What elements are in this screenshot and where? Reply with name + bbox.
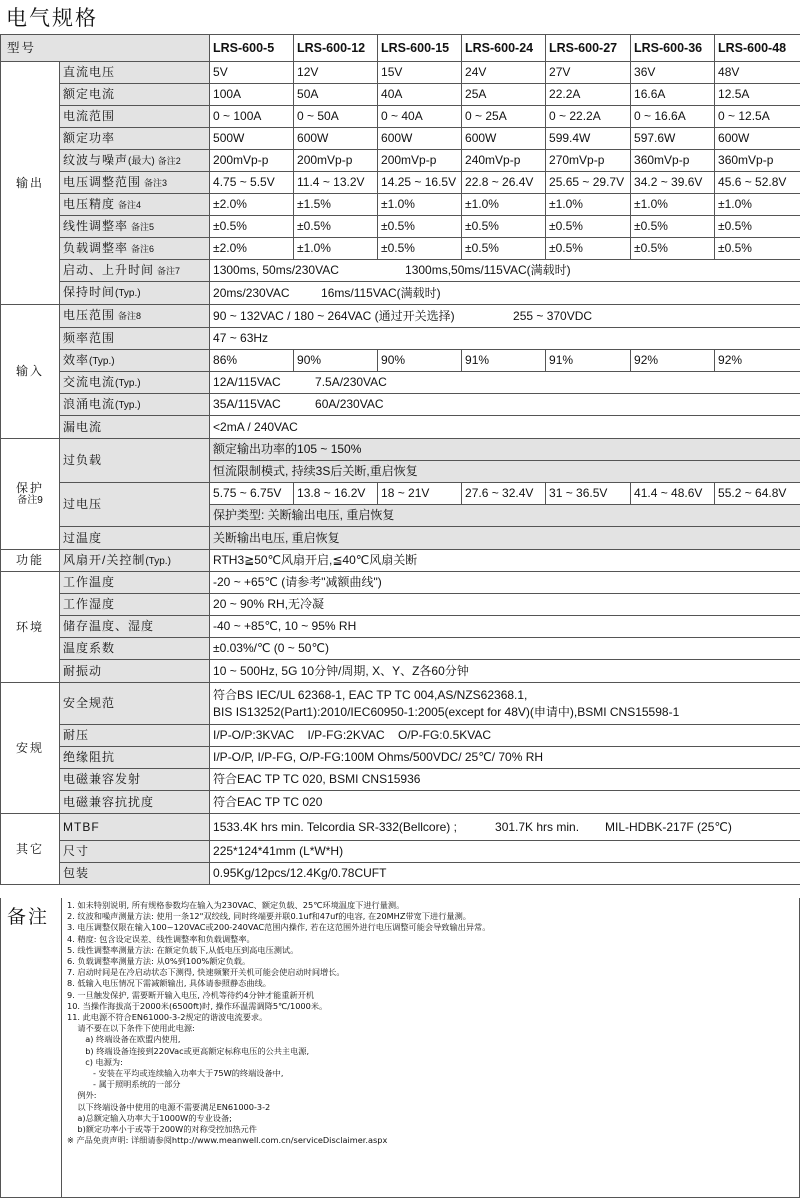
row-label: 纹波与噪声	[63, 152, 129, 167]
row-current-range	[1, 106, 800, 128]
spec-table	[0, 34, 800, 885]
cell-span: 0.95Kg/12pcs/12.4Kg/0.78CUFT	[210, 863, 800, 885]
cell: ±0.5%	[378, 216, 462, 238]
note-line: - 安装在平均或连续输入功率大于75W的终端设备中,	[67, 1068, 284, 1079]
cell: ±1.0%	[294, 238, 378, 260]
note-line: b)额定功率小于或等于200W的对称受控加热元件	[67, 1124, 257, 1135]
row-overvoltage-1	[1, 483, 800, 505]
row-label: 频率范围	[60, 328, 210, 350]
section-label: 保护	[15, 480, 44, 495]
row-label: 漏电流	[60, 416, 210, 439]
row-label: 电压调整范围	[63, 174, 142, 189]
cell: ±1.0%	[546, 194, 631, 216]
row-label: 电压范围	[63, 308, 116, 322]
cell: 500W	[210, 128, 294, 150]
row-label: 额定电流	[60, 84, 210, 106]
cell: 24V	[462, 62, 546, 84]
cell: ±0.5%	[546, 238, 631, 260]
value-line: 符合BS IEC/UL 62368-1, EAC TP TC 004,AS/NZS62368.1,	[213, 687, 528, 702]
row-unit: (最大)	[128, 155, 155, 167]
cell-span: 47 ~ 63Hz	[210, 328, 800, 350]
row-input-voltage	[1, 305, 800, 328]
row-isolation	[1, 747, 800, 769]
row-leakage	[1, 416, 800, 439]
row-ripple	[1, 150, 800, 172]
cell: 14.25 ~ 16.5V	[378, 172, 462, 194]
row-label-cell	[60, 194, 210, 216]
row-packing	[1, 863, 800, 885]
section-others: 其它	[1, 814, 60, 885]
cell: 90%	[378, 350, 462, 372]
cell: ±1.0%	[378, 194, 462, 216]
value-b: 16ms/115VAC(满载时)	[321, 285, 441, 300]
row-working-humidity	[1, 594, 800, 616]
cell: 599.4W	[546, 128, 631, 150]
value-a: 1300ms, 50ms/230VAC	[213, 263, 339, 277]
cell: 0 ~ 12.5A	[715, 106, 800, 128]
cell: 11.4 ~ 13.2V	[294, 172, 378, 194]
row-fan	[1, 550, 800, 572]
note-line: 8. 低输入电压情况下需减额输出, 具体请参照静态曲线。	[67, 978, 271, 989]
row-label-cell	[60, 216, 210, 238]
cell: 25.65 ~ 29.7V	[546, 172, 631, 194]
row-label: 线性调整率	[63, 218, 129, 233]
row-rated-current	[1, 84, 800, 106]
cell: 200mVp-p	[210, 150, 294, 172]
row-label: 包装	[60, 863, 210, 885]
row-note: 备注6	[131, 243, 155, 254]
note-line: a) 终端设备在欧盟内使用,	[67, 1034, 181, 1045]
row-frequency	[1, 328, 800, 350]
model-label: 型号	[1, 35, 210, 62]
notes-divider	[61, 898, 62, 1197]
row-emc-immunity	[1, 791, 800, 814]
note-line: 11. 此电源不符合EN61000-3-2规定的谐波电流要求。	[67, 1012, 268, 1023]
cell-span: I/P-O/P, I/P-FG, O/P-FG:100M Ohms/500VDC/ 25℃/ 70% RH	[210, 747, 800, 769]
cell: ±0.5%	[631, 216, 715, 238]
cell-span: 225*124*41mm (L*W*H)	[210, 841, 800, 863]
cell: 270mVp-p	[546, 150, 631, 172]
cell-span	[210, 282, 800, 305]
row-label: 电流范围	[60, 106, 210, 128]
model-name: LRS-600-24	[462, 35, 546, 62]
model-name: LRS-600-48	[715, 35, 800, 62]
cell: 12.5A	[715, 84, 800, 106]
row-label: 耐压	[60, 725, 210, 747]
cell-span: 关断输出电压, 重启恢复	[210, 527, 800, 550]
row-unit: (Typ.)	[89, 355, 115, 367]
cell: 36V	[631, 62, 715, 84]
note-line: - 属于照明系统的一部分	[67, 1079, 181, 1090]
cell: 0 ~ 50A	[294, 106, 378, 128]
section-input: 输入	[1, 305, 60, 439]
value-a: 20ms/230VAC	[213, 285, 290, 300]
cell-span	[210, 372, 800, 394]
cell: 91%	[462, 350, 546, 372]
row-note: 备注4	[118, 199, 142, 210]
value-b: 301.7K hrs min.	[495, 819, 580, 834]
row-label: 工作温度	[60, 572, 210, 594]
row-overtemp	[1, 527, 800, 550]
row-label: 绝缘阻抗	[60, 747, 210, 769]
row-label: 温度系数	[60, 638, 210, 660]
cell-span: ±0.03%/℃ (0 ~ 50℃)	[210, 638, 800, 660]
row-dc-voltage	[1, 62, 800, 84]
cell: 92%	[631, 350, 715, 372]
row-label: MTBF	[60, 814, 210, 841]
cell: ±2.0%	[210, 194, 294, 216]
row-unit: (Typ.)	[115, 377, 141, 389]
cell: 41.4 ~ 48.6V	[631, 483, 715, 505]
row-label: 效率	[63, 352, 90, 367]
row-label: 耐振动	[60, 660, 210, 683]
cell: 25A	[462, 84, 546, 106]
note-line: a)总额定输入功率大于1000W的专业设备;	[67, 1112, 232, 1123]
value-b: 255 ~ 370VDC	[513, 308, 593, 323]
row-label-cell	[60, 150, 210, 172]
cell-span: -40 ~ +85℃, 10 ~ 95% RH	[210, 616, 800, 638]
cell: 48V	[715, 62, 800, 84]
row-hold-time	[1, 282, 800, 305]
note-line: 4. 精度: 包含设定误差、线性调整率和负载调整率。	[67, 933, 255, 944]
row-line-reg	[1, 216, 800, 238]
note-line: b) 终端设备连接到220Vac或更高额定标称电压的公共主电源,	[67, 1045, 310, 1056]
row-label-cell	[60, 550, 210, 572]
cell-span: RTH3≧50℃风扇开启,≦40℃风扇关断	[210, 550, 800, 572]
cell: 0 ~ 100A	[210, 106, 294, 128]
cell-span: <2mA / 240VAC	[210, 416, 800, 439]
row-rated-power	[1, 128, 800, 150]
cell: ±0.5%	[715, 216, 800, 238]
note-line: ※ 产品免责声明: 详细请参阅http://www.meanwell.com.cn/serviceDisclaimer.aspx	[67, 1135, 388, 1146]
row-label: 启动、上升时间	[63, 262, 155, 277]
cell-span	[210, 260, 800, 282]
row-label-cell	[60, 260, 210, 282]
value-b: 60A/230VAC	[315, 397, 384, 411]
note-line: 6. 负载调整率测量方法: 从0%到100%额定负载。	[67, 956, 251, 967]
cell: 16.6A	[631, 84, 715, 106]
row-label: 电磁兼容发射	[60, 769, 210, 791]
row-setup-time	[1, 260, 800, 282]
row-emc-emission	[1, 769, 800, 791]
cell: 240mVp-p	[462, 150, 546, 172]
row-label-cell	[60, 172, 210, 194]
cell-span: 20 ~ 90% RH,无冷凝	[210, 594, 800, 616]
cell: 360mVp-p	[715, 150, 800, 172]
cell-span	[210, 814, 800, 841]
cell: ±2.0%	[210, 238, 294, 260]
cell: ±0.5%	[715, 238, 800, 260]
row-label: 尺寸	[60, 841, 210, 863]
row-unit: (Typ.)	[115, 399, 141, 411]
value-b: 1300ms,50ms/115VAC(满载时)	[405, 263, 571, 277]
row-withstand	[1, 725, 800, 747]
note-line: 请不要在以下条件下使用此电源:	[67, 1023, 195, 1034]
row-dimension	[1, 841, 800, 863]
row-label: 风扇开/关控制	[63, 552, 146, 567]
value-c: MIL-HDBK-217F (25℃)	[605, 819, 732, 834]
cell: ±0.5%	[462, 216, 546, 238]
cell: 600W	[294, 128, 378, 150]
note-line: c) 电源为:	[67, 1056, 123, 1067]
cell: ±0.5%	[631, 238, 715, 260]
cell: 13.8 ~ 16.2V	[294, 483, 378, 505]
row-note: 备注7	[157, 265, 181, 276]
cell: 200mVp-p	[294, 150, 378, 172]
cell: ±1.0%	[631, 194, 715, 216]
cell-span: I/P-O/P:3KVAC I/P-FG:2KVAC O/P-FG:0.5KVAC	[210, 725, 800, 747]
note-line: 3. 电压调整仅限在输入100~120VAC或200-240VAC范围内操作, 若在这范围外进行电压调整可能会导致输出异常。	[67, 922, 491, 933]
cell: 55.2 ~ 64.8V	[715, 483, 800, 505]
cell: ±1.0%	[462, 194, 546, 216]
cell: 0 ~ 40A	[378, 106, 462, 128]
note-line: 2. 纹波和噪声测量方法: 使用一条12"双绞线, 同时终端要并联0.1uf和47uf的电容, 在20MHZ带宽下进行量测。	[67, 911, 471, 922]
cell: 600W	[462, 128, 546, 150]
row-label-cell	[60, 394, 210, 416]
cell: 40A	[378, 84, 462, 106]
row-label: 交流电流	[63, 374, 116, 389]
row-label: 电磁兼容抗扰度	[60, 791, 210, 814]
row-note: 备注2	[157, 155, 181, 166]
cell-span: 符合EAC TP TC 020, BSMI CNS15936	[210, 769, 800, 791]
row-voltage-adj	[1, 172, 800, 194]
note-line: 9. 一旦触发保护, 需要断开输入电压, 冷机等待约4分钟才能重新开机	[67, 989, 315, 1000]
note-line: 7. 启动时间是在冷启动状态下测得, 快速频繁开关机可能会使启动时间增长。	[67, 967, 345, 978]
model-name: LRS-600-5	[210, 35, 294, 62]
cell: 600W	[378, 128, 462, 150]
cell-span: -20 ~ +65℃ (请参考"减额曲线")	[210, 572, 800, 594]
row-label: 直流电压	[60, 62, 210, 84]
row-label-cell	[60, 305, 210, 328]
row-vibration	[1, 660, 800, 683]
model-name: LRS-600-15	[378, 35, 462, 62]
row-label: 工作湿度	[60, 594, 210, 616]
value-a: 90 ~ 132VAC / 180 ~ 264VAC (通过开关选择)	[213, 308, 455, 323]
row-mtbf	[1, 814, 800, 841]
note-line: 1. 如未特别说明, 所有规格参数均在输入为230VAC、额定负载、25℃环境温度下进行量测。	[67, 900, 405, 910]
cell: 597.6W	[631, 128, 715, 150]
section-output: 输出	[1, 62, 60, 305]
row-inrush	[1, 394, 800, 416]
row-note: 备注5	[131, 221, 155, 232]
note-line: 5. 线性调整率测量方法: 在额定负载下,从低电压到高电压测试。	[67, 944, 299, 955]
cell: ±0.5%	[546, 216, 631, 238]
value-a: 1533.4K hrs min. Telcordia SR-332(Bellcore) ;	[213, 819, 457, 834]
row-label-cell	[60, 350, 210, 372]
value-line: BIS IS13252(Part1):2010/IEC60950-1:2005(except for 48V)(申请中),BSMI CNS15598-1	[213, 704, 680, 719]
row-label-cell	[60, 238, 210, 260]
note-line: 例外:	[67, 1090, 97, 1101]
cell: 200mVp-p	[378, 150, 462, 172]
row-label-cell	[60, 282, 210, 305]
cell: 5V	[210, 62, 294, 84]
section-function: 功能	[1, 550, 60, 572]
cell: 92%	[715, 350, 800, 372]
row-label: 安全规范	[60, 683, 210, 725]
row-voltage-tol	[1, 194, 800, 216]
cell: 18 ~ 21V	[378, 483, 462, 505]
section-protection	[1, 439, 60, 550]
row-working-temp	[1, 572, 800, 594]
model-name: LRS-600-12	[294, 35, 378, 62]
cell-span: 额定输出功率的105 ~ 150%	[210, 439, 800, 461]
row-unit: (Typ.)	[115, 288, 141, 299]
notes-title: 备注	[7, 906, 50, 928]
cell: 22.2A	[546, 84, 631, 106]
cell: 12V	[294, 62, 378, 84]
value-b: 7.5A/230VAC	[315, 375, 387, 389]
cell: ±0.5%	[378, 238, 462, 260]
page-title: 电气规格	[6, 6, 98, 30]
section-note: 备注9	[17, 494, 43, 506]
row-label: 过电压	[60, 483, 210, 527]
cell-span: 保护类型: 关断输出电压, 重启恢复	[210, 505, 800, 527]
cell: 34.2 ~ 39.6V	[631, 172, 715, 194]
cell: ±0.5%	[210, 216, 294, 238]
row-storage	[1, 616, 800, 638]
cell: 600W	[715, 128, 800, 150]
row-label: 过温度	[60, 527, 210, 550]
row-label: 储存温度、湿度	[60, 616, 210, 638]
cell-span: 恒流限制模式, 持续3S后关断,重启恢复	[210, 461, 800, 483]
cell: 86%	[210, 350, 294, 372]
cell: ±1.0%	[715, 194, 800, 216]
row-note: 备注8	[118, 311, 142, 321]
row-label-cell	[60, 372, 210, 394]
cell: 31 ~ 36.5V	[546, 483, 631, 505]
row-label: 负载调整率	[63, 240, 129, 255]
model-name: LRS-600-27	[546, 35, 631, 62]
cell-span	[210, 683, 800, 725]
cell: 0 ~ 25A	[462, 106, 546, 128]
cell: 22.8 ~ 26.4V	[462, 172, 546, 194]
row-overload-1	[1, 439, 800, 461]
cell: 0 ~ 16.6A	[631, 106, 715, 128]
cell: 15V	[378, 62, 462, 84]
row-ac-current	[1, 372, 800, 394]
row-safety-standards	[1, 683, 800, 725]
cell: 360mVp-p	[631, 150, 715, 172]
notes-section	[0, 898, 800, 1198]
cell: 91%	[546, 350, 631, 372]
cell: 100A	[210, 84, 294, 106]
cell: ±0.5%	[462, 238, 546, 260]
cell-span	[210, 394, 800, 416]
row-label: 保持时间	[63, 285, 116, 299]
cell: 4.75 ~ 5.5V	[210, 172, 294, 194]
model-header-row	[1, 35, 800, 62]
row-note: 备注3	[144, 177, 168, 188]
cell: ±0.5%	[294, 216, 378, 238]
row-label: 过负载	[60, 439, 210, 483]
notes-body	[67, 900, 795, 1146]
value-a: 12A/115VAC	[213, 375, 281, 389]
cell: 27.6 ~ 32.4V	[462, 483, 546, 505]
row-efficiency	[1, 350, 800, 372]
section-safety: 安规	[1, 683, 60, 814]
model-name: LRS-600-36	[631, 35, 715, 62]
row-unit: (Typ.)	[145, 555, 171, 567]
row-label: 电压精度	[63, 196, 116, 211]
cell-span: 符合EAC TP TC 020	[210, 791, 800, 814]
cell: 50A	[294, 84, 378, 106]
cell: ±1.5%	[294, 194, 378, 216]
row-temp-coeff	[1, 638, 800, 660]
note-line: 10. 当操作海拔高于2000米(6500ft)时, 操作环温需调降5℃/1000米。	[67, 1000, 328, 1011]
row-label: 浪涌电流	[63, 396, 116, 411]
cell: 0 ~ 22.2A	[546, 106, 631, 128]
note-line: 以下终端设备中使用的电源不需要满足EN61000-3-2	[67, 1101, 271, 1112]
cell-span: 10 ~ 500Hz, 5G 10分钟/周期, X、Y、Z各60分钟	[210, 660, 800, 683]
cell: 27V	[546, 62, 631, 84]
cell: 45.6 ~ 52.8V	[715, 172, 800, 194]
cell: 5.75 ~ 6.75V	[210, 483, 294, 505]
row-load-reg	[1, 238, 800, 260]
value-a: 35A/115VAC	[213, 397, 281, 411]
row-label: 额定功率	[60, 128, 210, 150]
cell: 90%	[294, 350, 378, 372]
section-environment: 环境	[1, 572, 60, 683]
cell-span	[210, 305, 800, 328]
